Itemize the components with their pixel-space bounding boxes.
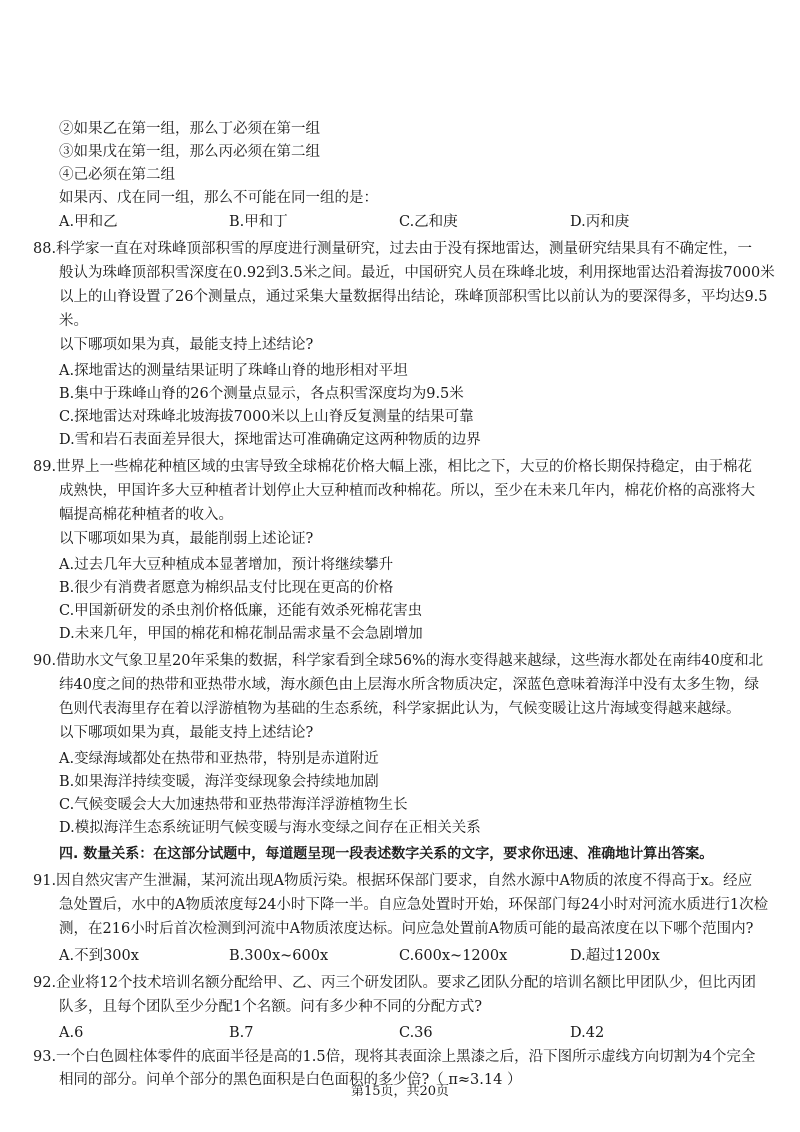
- q89-option-c: C.甲国新研发的杀虫剂价格低廉，还能有效杀死棉花害虫: [59, 603, 423, 619]
- q92-line-1: 92.企业将12个技术培训名额分配给甲、乙、丙三个研发团队。要求乙团队分配的培训名额比甲团队少，但比丙团: [33, 975, 757, 991]
- q93-line-2: 相同的部分。问单个部分的黑色面积是白色面积的多少倍?（ π≈3.14 ）: [59, 1072, 522, 1088]
- condition-4: ④己必须在第二组: [59, 167, 175, 183]
- q91-option-c: C.600x~1200x: [399, 948, 508, 964]
- q89-option-b: B.很少有消费者愿意为棉织品支付比现在更高的价格: [59, 580, 394, 596]
- q88-option-c: C.探地雷达对珠峰北坡海拔7000米以上山脊反复测量的结果可靠: [59, 409, 474, 425]
- condition-3: ③如果戊在第一组，那么丙必须在第二组: [59, 144, 320, 160]
- q90-option-c: C.气候变暖会大大加速热带和亚热带海洋浮游植物生长: [59, 797, 408, 813]
- prev-option-a: A.甲和乙: [59, 214, 118, 230]
- prev-question-text: 如果丙、戊在同一组，那么不可能在同一组的是：: [59, 190, 378, 206]
- q89-option-a: A.过去几年大豆种植成本显著增加，预计将继续攀升: [59, 557, 394, 573]
- q90-option-b: B.如果海洋持续变暖，海洋变绿现象会持续地加剧: [59, 774, 379, 790]
- q91-option-b: B.300x~600x: [229, 948, 329, 964]
- q88-option-d: D.雪和岩石表面差异很大，探地雷达可准确确定这两种物质的边界: [59, 432, 481, 448]
- q89-line-1: 89.世界上一些棉花种植区域的虫害导致全球棉花价格大幅上涨，相比之下，大豆的价格长期保持稳定，由于棉花: [33, 459, 753, 475]
- q90-line-1: 90.借助水文气象卫星20年采集的数据，科学家看到全球56%的海水变得越来越绿，这些海水都处在南纬40度和北: [33, 653, 764, 669]
- q93-line-1: 93.一个白色圆柱体零件的底面半径是高的1.5倍，现将其表面涂上黑漆之后，沿下图所示虚线方向切割为4个完全: [33, 1049, 756, 1065]
- prev-option-c: C.乙和庚: [399, 214, 458, 230]
- q90-option-a: A.变绿海域都处在热带和亚热带，特别是赤道附近: [59, 751, 379, 767]
- prev-option-d: D.丙和庚: [570, 214, 630, 230]
- q88-line-2: 般认为珠峰顶部积雪深度在0.92到3.5米之间。最近，中国研究人员在珠峰北坡，利用探地雷达沿着海拔7000米: [59, 265, 775, 281]
- q89-question: 以下哪项如果为真，最能削弱上述论证?: [59, 531, 314, 547]
- q88-option-a: A.探地雷达的测量结果证明了珠峰山脊的地形相对平坦: [59, 363, 408, 379]
- q91-line-3: 测，在216小时后首次检测到河流中A物质浓度达标。问应急处置前A物质可能的最高浓度在以下哪个范围内?: [59, 921, 754, 937]
- q92-line-2: 队多，且每个团队至少分配1个名额。问有多少种不同的分配方式?: [59, 999, 482, 1015]
- page-number: 第15页，共20页: [350, 1084, 450, 1099]
- section-4-heading: 四. 数量关系：在这部分试题中，每道题呈现一段表述数字关系的文字，要求你迅速、准确地计算出答案。: [59, 846, 714, 862]
- q91-line-1: 91.因自然灾害产生泄漏，某河流出现A物质污染。根据环保部门要求，自然水源中A物质的浓度不得高于x。经应: [33, 873, 753, 889]
- q92-option-b: B.7: [229, 1025, 254, 1041]
- q91-line-2: 急处置后，水中的A物质浓度每24小时下降一半。自应急处置时开始，环保部门每24小时对河流水质进行1次检: [59, 897, 769, 913]
- q92-option-a: A.6: [59, 1025, 84, 1041]
- q92-option-c: C.36: [399, 1025, 433, 1041]
- q88-option-b: B.集中于珠峰山脊的26个测量点显示，各点积雪深度均为9.5米: [59, 386, 464, 402]
- q88-line-3: 以上的山脊设置了26个测量点，通过采集大量数据得出结论，珠峰顶部积雪比以前认为的要深得多，平均达9.5: [59, 289, 768, 305]
- q90-line-3: 色则代表海里存在着以浮游植物为基础的生态系统，科学家据此认为，气候变暖让这片海域变得越来越绿。: [59, 701, 741, 717]
- q89-line-2: 成熟快，甲国许多大豆种植者计划停止大豆种植而改种棉花。所以，至少在未来几年内，棉花价格的高涨将大: [59, 483, 755, 499]
- q88-line-4: 米。: [59, 313, 88, 329]
- q90-option-d: D.模拟海洋生态系统证明气候变暖与海水变绿之间存在正相关关系: [59, 820, 481, 836]
- prev-option-b: B.甲和丁: [229, 214, 288, 230]
- q89-option-d: D.未来几年，甲国的棉花和棉花制品需求量不会急剧增加: [59, 626, 423, 642]
- q90-line-2: 纬40度之间的热带和亚热带水域，海水颜色由上层海水所含物质决定，深蓝色意味着海洋中没有太多生物，绿: [59, 677, 759, 693]
- q91-option-a: A.不到300x: [59, 948, 139, 964]
- q91-option-d: D.超过1200x: [570, 948, 660, 964]
- q88-line-1: 88.科学家一直在对珠峰顶部积雪的厚度进行测量研究，过去由于没有探地雷达，测量研究结果具有不确定性，一: [33, 241, 753, 257]
- q90-question: 以下哪项如果为真，最能支持上述结论?: [59, 725, 314, 741]
- q89-line-3: 幅提高棉花种植者的收入。: [59, 507, 233, 523]
- q92-option-d: D.42: [570, 1025, 605, 1041]
- condition-2: ②如果乙在第一组，那么丁必须在第一组: [59, 121, 320, 137]
- q88-question: 以下哪项如果为真，最能支持上述结论?: [59, 337, 314, 353]
